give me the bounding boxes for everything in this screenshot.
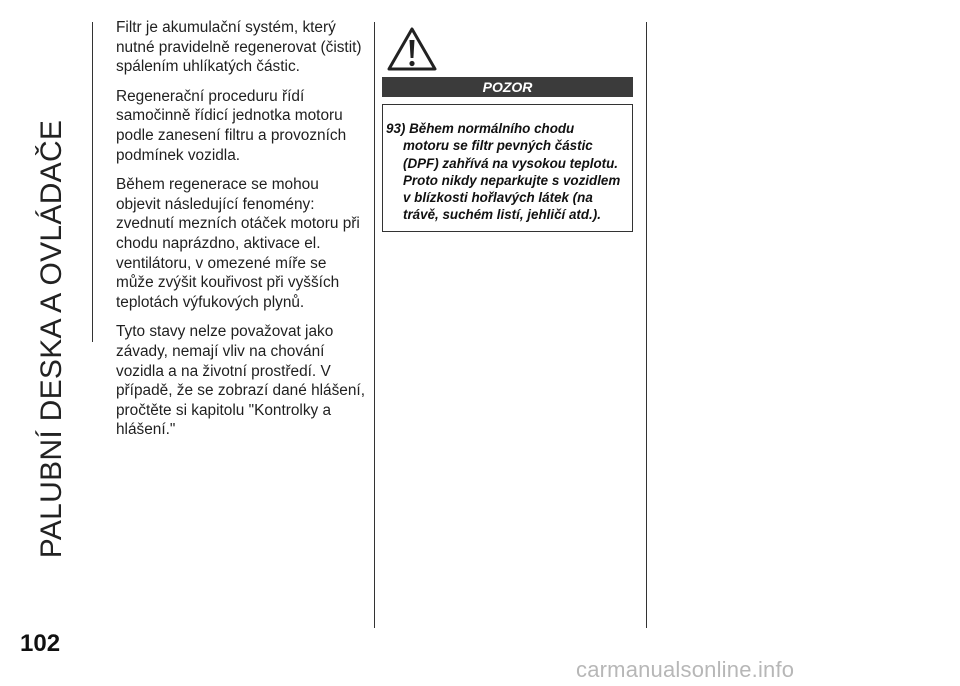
warning-text	[386, 120, 632, 224]
watermark: carmanualsonline.info	[576, 657, 795, 682]
paragraph: Regenerační proceduru řídí samočinně řídicí jednotka motoru podle zanesení filtru a provozních podmínek vozidla.	[116, 87, 347, 164]
main-text-column	[116, 18, 366, 450]
warning-triangle-icon	[386, 26, 438, 72]
warning-line: motoru se filtr pevných částic	[403, 138, 593, 154]
middle-divider	[374, 22, 375, 628]
section-side-title: PALUBNÍ DESKA A OVLÁDAČE	[35, 119, 68, 559]
right-divider	[646, 22, 647, 628]
warning-line: trávě, suchém listí, jehličí atd.).	[403, 207, 601, 223]
warning-line: Proto nikdy neparkujte s vozidlem	[403, 172, 621, 188]
left-divider	[92, 22, 93, 342]
paragraph: Během regenerace se mohou objevit následující fenomény: zvednutí mezních otáček motoru při chodu naprázdno, aktivace el. ventilátoru, v omezené míře se může zvýšit kouřivost při vyšších teplotách výfukových plynů.	[116, 176, 360, 311]
warning-line: v blízkosti hořlavých látek (na	[403, 190, 593, 206]
warning-line: (DPF) zahřívá na vysokou teplotu.	[403, 155, 619, 171]
warning-line: 93) Během normálního chodu	[386, 121, 575, 136]
warning-header: POZOR	[382, 77, 633, 97]
page-number: 102	[20, 630, 61, 657]
paragraph: Tyto stavy nelze považovat jako závady, nemají vliv na chování vozidla a na životní prostředí. V případě, že se zobrazí dané hlášení, pročtěte si kapitolu "Kontrolky a hlášení."	[116, 323, 365, 439]
paragraph: Filtr je akumulační systém, který nutné pravidelně regenerovat (čistit) spálením uhlíkatých částic.	[116, 19, 362, 76]
